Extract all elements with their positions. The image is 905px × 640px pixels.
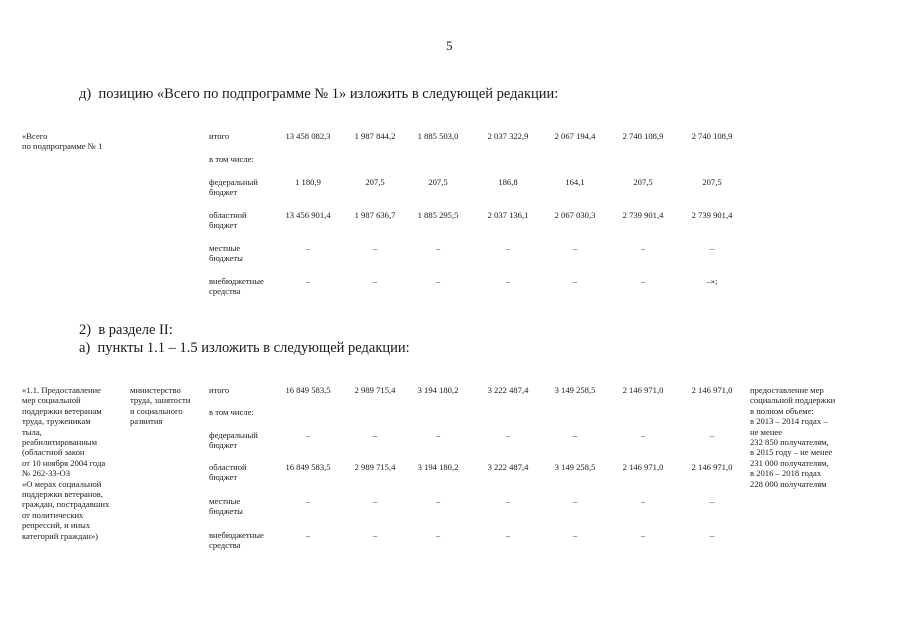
value-cell: – [709, 243, 715, 253]
value-cell: – [372, 276, 378, 286]
value-cell: – [640, 430, 646, 440]
value-cell: – [505, 496, 511, 506]
value-cell: – [505, 276, 511, 286]
value-cell: 164,1 [565, 177, 585, 187]
value-cell: – [435, 276, 441, 286]
value-cell: – [305, 243, 311, 253]
value-cell: 207,5 [633, 177, 653, 187]
page-number: 5 [446, 38, 453, 53]
value-cell: 1 180,9 [295, 177, 321, 187]
section-2-heading: 2) в разделе II: [79, 322, 173, 338]
value-cell: 2 067 030,3 [554, 210, 596, 220]
value-cell: 1 885 295,5 [417, 210, 459, 220]
value-cell: 1 987 636,7 [354, 210, 396, 220]
value-cell: 2 146 971,0 [622, 385, 664, 395]
value-cell: – [572, 496, 578, 506]
row-label: местные бюджеты [209, 496, 243, 517]
value-cell: 2 146 971,0 [691, 462, 733, 472]
value-cell: – [709, 430, 715, 440]
value-cell: – [640, 243, 646, 253]
value-cell: 2 740 108,9 [691, 131, 733, 141]
value-cell: – [572, 243, 578, 253]
executor-name: министерство труда, занятости и социального развития [130, 385, 191, 427]
value-cell: 186,8 [498, 177, 518, 187]
row-label: внебюджетные средства [209, 276, 264, 297]
value-cell: – [572, 430, 578, 440]
value-cell: 2 989 715,4 [354, 385, 396, 395]
value-cell: 2 067 194,4 [554, 131, 596, 141]
value-cell: – [305, 496, 311, 506]
value-cell: 13 456 901,4 [285, 210, 331, 220]
row-label: в том числе: [209, 154, 254, 164]
value-cell: – [640, 276, 646, 286]
value-cell: 3 194 180,2 [417, 385, 459, 395]
row-label: в том числе: [209, 407, 254, 417]
value-cell: – [505, 243, 511, 253]
value-cell: – [435, 243, 441, 253]
value-cell: – [372, 496, 378, 506]
value-cell: 13 458 082,3 [285, 131, 331, 141]
row-label: итого [209, 385, 230, 395]
row-label: федеральный бюджет [209, 430, 258, 451]
value-cell: – [709, 496, 715, 506]
value-cell: 207,5 [365, 177, 385, 187]
item-a-heading: а) пункты 1.1 – 1.5 изложить в следующей редакции: [79, 340, 410, 356]
row-label: областной бюджет [209, 462, 247, 483]
value-cell: 2 037 136,1 [487, 210, 529, 220]
value-cell: 16 849 583,5 [285, 462, 331, 472]
value-cell: – [372, 243, 378, 253]
expected-result: предоставление мер социальной поддержки в полном объеме: в 2013 – 2014 годах – не менее 232 850 получателям, в 2015 году – не менее 231 000 получателям, в 2016 – 2018 годах 228 000 получателям [750, 385, 836, 489]
measure-description: «1.1. Предоставление мер социальной поддержки ветеранам труда, труженикам тыла, реабилитированным (областной закон от 10 ноября 2004 года № 262-33-ОЗ «О мерах социальной поддержки ветеранов, граждан, пострадавших от политических репрессий, и иных категорий граждан») [22, 385, 110, 541]
value-cell: 2 146 971,0 [622, 462, 664, 472]
value-cell: 207,5 [428, 177, 448, 187]
value-cell: 2 739 901,4 [622, 210, 664, 220]
value-cell: –»; [706, 276, 718, 286]
value-cell: – [709, 530, 715, 540]
row-label: внебюджетные средства [209, 530, 264, 551]
row-label: местные бюджеты [209, 243, 243, 264]
value-cell: 3 149 258,5 [554, 462, 596, 472]
value-cell: 16 849 583,5 [285, 385, 331, 395]
value-cell: – [505, 530, 511, 540]
value-cell: – [572, 276, 578, 286]
value-cell: 1 885 503,0 [417, 131, 459, 141]
value-cell: 3 222 487,4 [487, 462, 529, 472]
value-cell: 2 739 901,4 [691, 210, 733, 220]
value-cell: – [435, 530, 441, 540]
value-cell: – [505, 430, 511, 440]
value-cell: – [305, 430, 311, 440]
row-label: итого [209, 131, 230, 141]
value-cell: – [640, 496, 646, 506]
value-cell: – [305, 530, 311, 540]
item-d-heading: д) позицию «Всего по подпрограмме № 1» изложить в следующей редакции: [79, 86, 559, 102]
value-cell: 3 149 258,5 [554, 385, 596, 395]
value-cell: – [305, 276, 311, 286]
row-label: федеральный бюджет [209, 177, 258, 198]
value-cell: 2 740 108,9 [622, 131, 664, 141]
row-label: областной бюджет [209, 210, 247, 231]
value-cell: 207,5 [702, 177, 722, 187]
program-label: «Всего по подпрограмме № 1 [22, 131, 103, 152]
value-cell: – [372, 530, 378, 540]
value-cell: 2 146 971,0 [691, 385, 733, 395]
value-cell: – [372, 430, 378, 440]
value-cell: – [435, 496, 441, 506]
value-cell: 2 989 715,4 [354, 462, 396, 472]
value-cell: 3 194 180,2 [417, 462, 459, 472]
value-cell: – [572, 530, 578, 540]
value-cell: – [435, 430, 441, 440]
value-cell: 3 222 487,4 [487, 385, 529, 395]
value-cell: – [640, 530, 646, 540]
value-cell: 1 987 844,2 [354, 131, 396, 141]
value-cell: 2 037 322,9 [487, 131, 529, 141]
